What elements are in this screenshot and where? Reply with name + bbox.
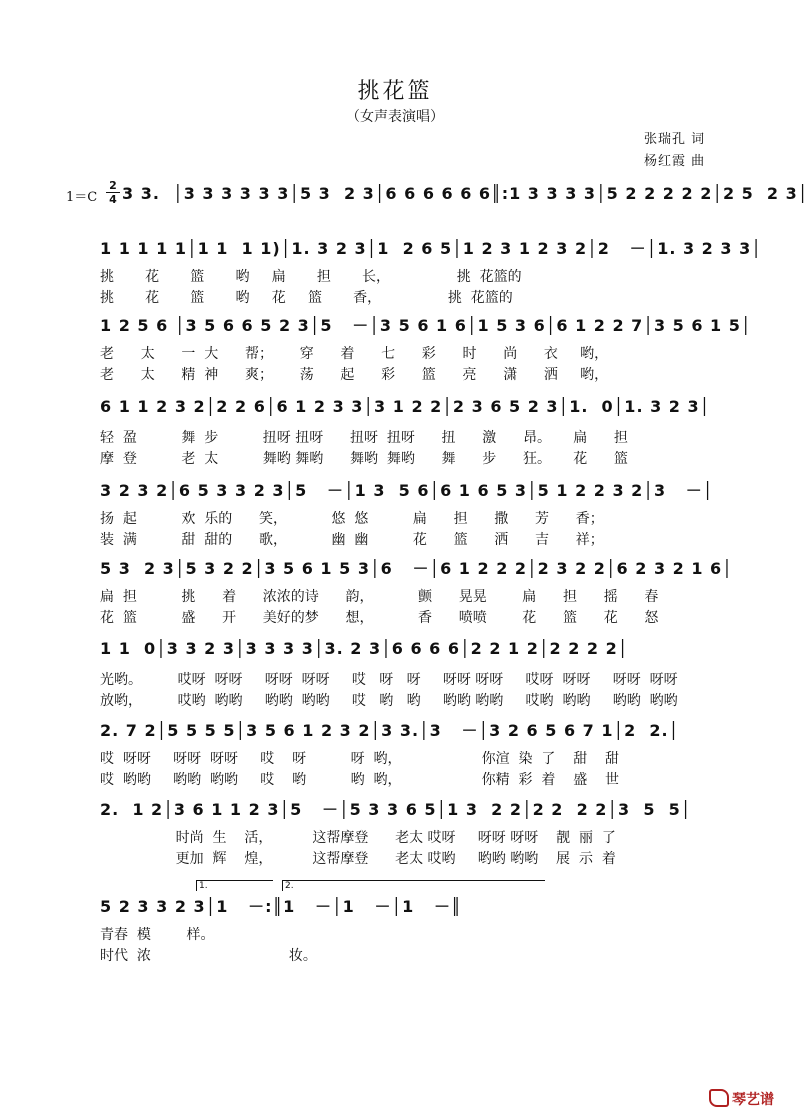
system-4-lyric-verse-1: 轻 盈 舞 步 扭呀 扭呀 扭呀 扭呀 扭 激 昂。 扁 担 — [100, 430, 628, 446]
system-2-lyric-verse-1: 挑 花 篮 哟 扁 担 长， 挑 花篮的 — [100, 269, 522, 285]
volta-second: 2. — [282, 880, 545, 891]
time-signature-top: 2 — [109, 179, 117, 192]
system-9-lyric-verse-2: 更加 辉 煌， 这帮摩登 老太 哎哟 哟哟 哟哟 展 示 着 — [100, 851, 616, 867]
system-6-lyric-verse-1: 扁 担 挑 着 浓浓的诗 韵， 颤 晃晃 扁 担 摇 春 — [100, 589, 659, 605]
qinyipu-logo-icon — [709, 1089, 729, 1107]
system-3-notes: 1 2 5 6 │3 5 6 6 5 2 3│5 －│3 5 6 1 6│1 5 3 6│6 1 2 2 7│3 5 6 1 5│ — [100, 316, 752, 335]
system-10-lyric-verse-2: 时代 浓 妆。 — [100, 948, 317, 964]
system-6-lyric-verse-2: 花 篮 盛 开 美好的梦 想， 香 喷喷 花 篮 花 怒 — [100, 610, 659, 626]
system-9-lyric-verse-1: 时尚 生 活， 这帮摩登 老太 哎呀 呀呀 呀呀 靓 丽 了 — [100, 830, 616, 846]
system-7-notes: 1 1 0│3 3 2 3│3 3 3 3│3. 2 3│6 6 6 6│2 2 1 2│2 2 2 2│ — [100, 639, 629, 658]
system-5-lyric-verse-1: 扬 起 欢 乐的 笑， 悠 悠 扁 担 撒 芳 香； — [100, 511, 604, 527]
system-9-notes: 2. 1 2│3 6 1 1 2 3│5 －│5 3 3 6 5│1 3 2 2│2 2 2 2│3 5 5│ — [100, 800, 692, 819]
system-5-notes: 3 2 3 2│6 5 3 3 2 3│5 －│1 3 5 6│6 1 6 5 3│5 1 2 2 3 2│3 －│ — [100, 481, 714, 500]
time-signature-bottom: 4 — [109, 193, 117, 206]
system-7-lyric-verse-2: 放哟， 哎哟 哟哟 哟哟 哟哟 哎 哟 哟 哟哟 哟哟 哎哟 哟哟 哟哟 哟哟 — [100, 693, 678, 709]
system-6-notes: 5 3 2 3│5 3 2 2│3 5 6 1 5 3│6 －│6 1 2 2 2│2 3 2 2│6 2 3 2 1 6│ — [100, 559, 733, 578]
system-4-notes: 6 1 1 2 3 2│2 2 6│6 1 2 3 3│3 1 2 2│2 3 6 5 2 3│1. 0│1. 3 2 3│ — [100, 397, 711, 416]
watermark-text: 琴艺谱 — [732, 1092, 774, 1108]
volta-first: 1. — [196, 880, 273, 891]
key-signature: 1＝C — [66, 190, 98, 205]
page-title: 挑花篮 — [357, 79, 433, 104]
system-2-notes: 1 1 1 1 1│1 1 1 1)│1. 3 2 3│1 2 6 5│1 2 3 1 2 3 2│2 －│1. 3 2 3 3│ — [100, 239, 762, 258]
system-10-lyric-verse-1: 青春 模 样。 — [100, 927, 215, 943]
lyricist-credit: 张瑞孔 词 — [644, 132, 706, 147]
system-3-lyric-verse-1: 老 太 一 大 帮； 穿 着 七 彩 时 尚 衣 哟， — [100, 346, 609, 362]
system-3-lyric-verse-2: 老 太 精 神 爽； 荡 起 彩 篮 亮 潇 洒 哟， — [100, 367, 609, 383]
page-subtitle: （女声表演唱） — [346, 109, 444, 125]
system-1-notes: 3 3. │3 3 3 3 3 3│5 3 2 3│6 6 6 6 6 6║:1 3 3 3 3│5 2 2 2 2 2│2 5 2 3│ — [122, 184, 808, 203]
system-8-lyric-verse-2: 哎 哟哟 哟哟 哟哟 哎 哟 哟 哟， 你精 彩 着 盛 世 — [100, 772, 620, 788]
composer-credit: 杨红霞 曲 — [644, 154, 706, 169]
system-7-lyric-verse-1: 光哟。 哎呀 呀呀 呀呀 呀呀 哎 呀 呀 呀呀 呀呀 哎呀 呀呀 呀呀 呀呀 — [100, 672, 678, 688]
system-5-lyric-verse-2: 装 满 甜 甜的 歌， 幽 幽 花 篮 洒 吉 祥； — [100, 532, 604, 548]
system-4-lyric-verse-2: 摩 登 老 太 舞哟 舞哟 舞哟 舞哟 舞 步 狂。 花 篮 — [100, 451, 628, 467]
system-10-notes: 5 2 3 3 2 3│1 －:║1 －│1 －│1 －║ — [100, 897, 462, 916]
system-8-lyric-verse-1: 哎 呀呀 呀呀 呀呀 哎 呀 呀 哟， 你渲 染 了 甜 甜 — [100, 751, 620, 767]
system-8-notes: 2. 7 2│5 5 5 5│3 5 6 1 2 3 2│3 3.│3 －│3 2 6 5 6 7 1│2 2.│ — [100, 721, 680, 740]
watermark — [709, 1089, 774, 1109]
system-2-lyric-verse-2: 挑 花 篮 哟 花 篮 香， 挑 花篮的 — [100, 290, 513, 306]
